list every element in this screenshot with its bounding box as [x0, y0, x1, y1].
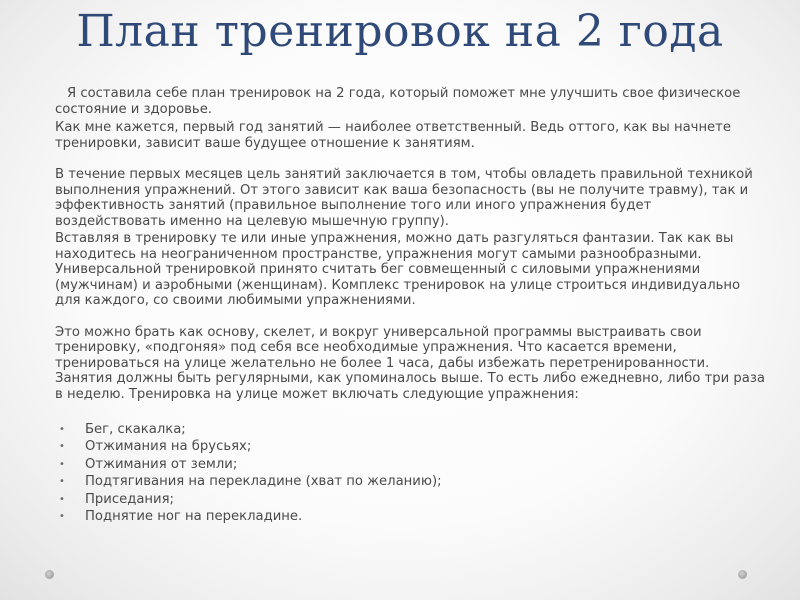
bullet-icon: •	[59, 424, 65, 435]
slide-content	[55, 86, 765, 525]
decorative-dot-right	[738, 570, 747, 579]
list-item	[55, 491, 765, 508]
list-item	[55, 421, 765, 438]
list-item	[55, 456, 765, 473]
list-item	[55, 473, 765, 490]
exercise-label: Подтягивания на перекладине (хват по желанию);	[85, 474, 442, 490]
list-item	[55, 508, 765, 525]
exercise-label: Поднятие ног на перекладине.	[85, 509, 303, 525]
exercise-label: Отжимания на брусьях;	[85, 439, 252, 455]
exercise-list	[55, 421, 765, 525]
exercise-label: Бег, скакалка;	[85, 422, 186, 437]
exercise-label: Отжимания от земли;	[85, 456, 238, 472]
paragraph-intro: Я составила себе план тренировок на 2 года, который поможет мне улучшить свое физическое состояние и здоровье.	[55, 86, 741, 117]
bullet-icon: •	[59, 511, 65, 523]
bullet-icon: •	[59, 476, 65, 488]
exercise-label: Приседания;	[85, 491, 174, 507]
bullet-icon: •	[59, 493, 65, 505]
paragraph-exercises-variety: Вставляя в тренировку те или иные упражнения, можно дать разгуляться фантазии. Так как вы находитесь на неограниченном пространстве, упражнения могут самыми разнообразными. Универсальной тренировкой принято считать бег совмещенный с силовыми упражнениями (мужчинам) и аэробными (женщинам). Комплекс тренировок на улице строиться индивидуально для каждого, со своими любимыми упражнениями.	[55, 231, 741, 308]
paragraph-technique: В течение первых месяцев цель занятий заключается в том, чтобы овладеть правильной техникой выполнения упражнений. От этого зависит как ваша безопасность (вы не получите травму), так и эффективность занятий (правильное выполнение того или иного упражнения будет воздействовать именно на целевую мышечную группу).	[55, 167, 753, 229]
paragraph-first-year: Как мне кажется, первый год занятий — наиболее ответственный. Ведь оттого, как вы начнете тренировки, зависит ваше будущее отношение к занятиям.	[55, 120, 731, 151]
list-item	[55, 438, 765, 455]
slide-title: План тренировок на 2 года	[76, 6, 724, 57]
bullet-icon: •	[59, 441, 65, 453]
bullet-icon: •	[59, 458, 65, 470]
paragraph-program: Это можно брать как основу, скелет, и вокруг универсальной программы выстраивать свои тренировку, «подгоняя» под себя все необходимые упражнения. Что касается времени, тренироваться на улице желательно не более 1 часа, дабы избежать перетренированности. Занятия должны быть регулярными, как упоминалось выше. То есть либо ежедневно, либо три раза в неделю. Тренировка на улице может включать следующие упражнения:	[55, 324, 765, 402]
decorative-dot-left	[45, 570, 54, 579]
